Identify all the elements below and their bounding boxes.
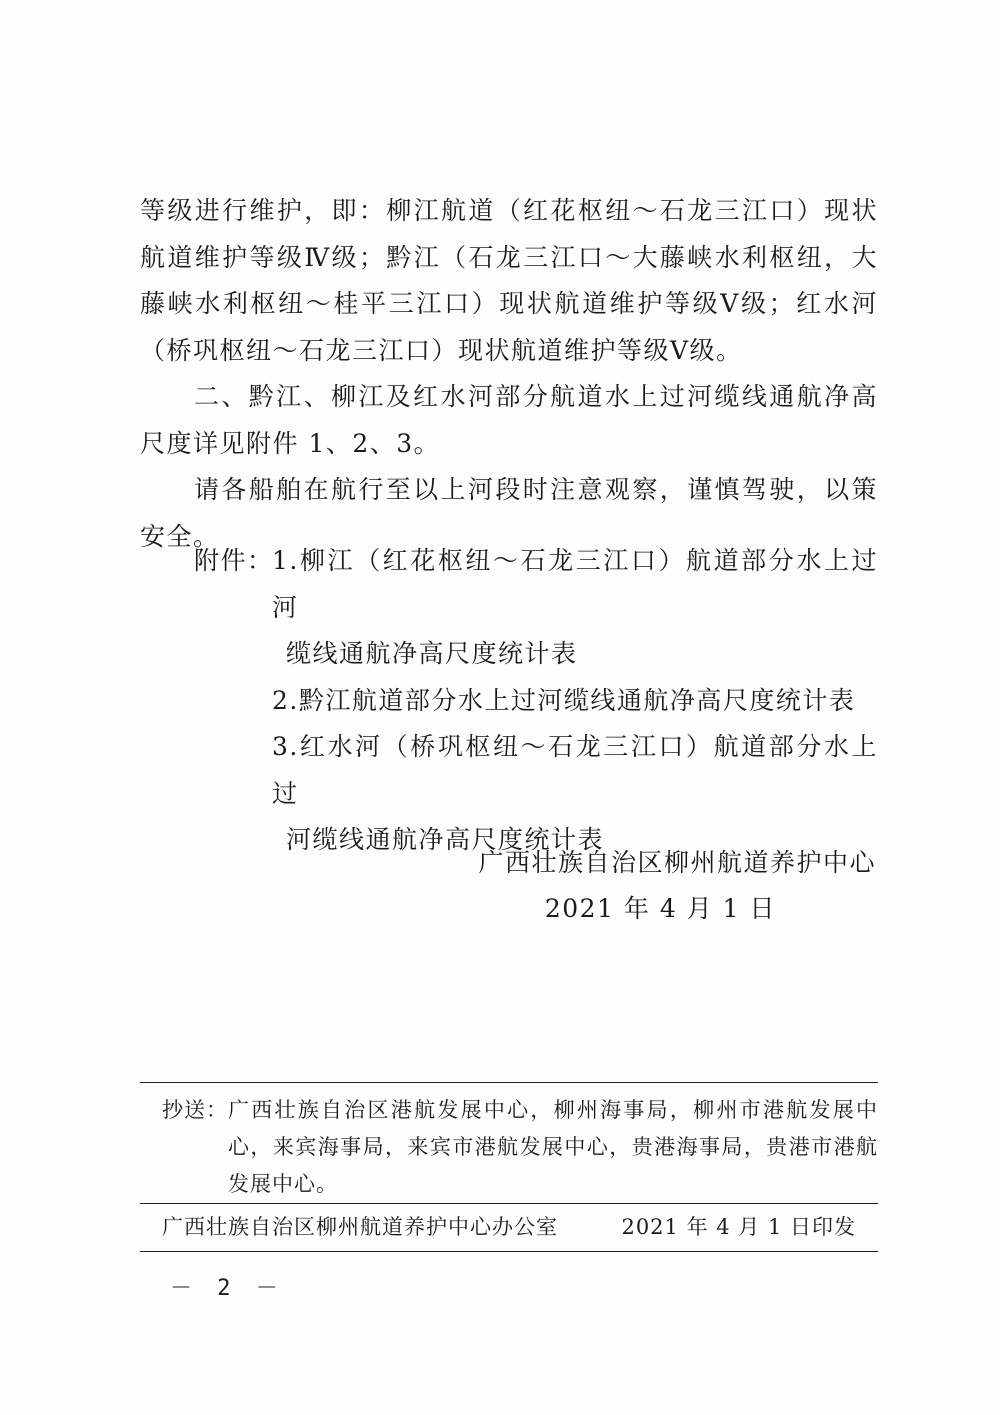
signature-block: [456, 840, 876, 932]
issuer-date: 2021 年 4 月 1 日印发: [621, 1215, 856, 1239]
cc-recipients: 广西壮族自治区港航发展中心，柳州海事局，柳州市港航发展中心，来宾海事局，来宾市港航发展中心，贵港海事局，贵港市港航发展中心。: [228, 1098, 878, 1196]
attachment-item-2: [272, 678, 878, 725]
issuer-bottom-rule: [140, 1251, 878, 1252]
cc-block: [162, 1092, 878, 1203]
paragraph-clearance-reference: 二、黔江、柳江及红水河部分航道水上过河缆线通航净高尺度详见附件 1、2、3。: [140, 382, 878, 458]
paragraph-maintenance-levels: 等级进行维护，即：柳江航道（红花枢纽～石龙三江口）现状航道维护等级Ⅳ级；黔江（石龙三江口～大藤峡水利枢纽，大藤峡水利枢纽～桂平三江口）现状航道维护等级Ⅴ级；红水河（桥巩枢纽～石龙三江口）现状航道维护等级Ⅴ级。: [140, 196, 878, 365]
attachment-item-1-line2: 缆线通航净高尺度统计表: [286, 639, 578, 668]
paragraph-safety-notice: 请各船舶在航行至以上河段时注意观察，谨慎驾驶，以策安全。: [140, 475, 878, 551]
attachment-item-1-line1: 1.柳江（红花枢纽～石龙三江口）航道部分水上过河: [272, 546, 878, 622]
attachment-item-2-line1: 2.黔江航道部分水上过河缆线通航净高尺度统计表: [272, 685, 856, 715]
issuer-top-rule: [140, 1203, 878, 1204]
page-number: － 2 －: [170, 1276, 284, 1301]
cc-top-rule: [140, 1082, 878, 1083]
cc-label: 抄送：: [162, 1098, 228, 1122]
issuer-line: [162, 1212, 856, 1242]
attachment-item-3-line2: 河缆线通航净高尺度统计表: [286, 825, 605, 854]
issuer-office: 广西壮族自治区柳州航道养护中心办公室: [162, 1215, 558, 1239]
signature-org: 广西壮族自治区柳州航道养护中心: [478, 848, 876, 877]
body-text: [140, 188, 878, 560]
attachments-label: 附件：: [194, 546, 274, 575]
attachments-block: [140, 538, 878, 864]
signature-date: 2021 年 4 月 1 日: [544, 894, 776, 923]
attachment-item-3-line1: 3.红水河（桥巩枢纽～石龙三江口）航道部分水上过: [272, 732, 878, 808]
attachment-item-1: [272, 538, 878, 678]
